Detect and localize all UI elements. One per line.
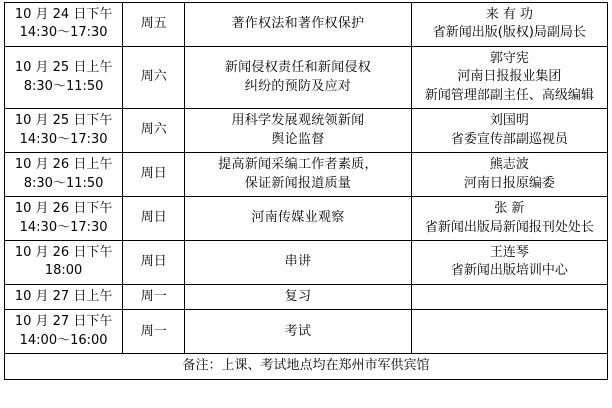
cell-lines — [187, 288, 408, 306]
cell-lines — [187, 156, 408, 193]
cell-lines — [7, 200, 120, 237]
cell-line: 考试 — [284, 323, 312, 339]
cell-line: 10 月 27 日上午 — [14, 288, 113, 304]
cell-day — [123, 197, 185, 241]
cell-line: 10 月 26 日下午 — [14, 244, 113, 260]
cell-lines — [187, 112, 408, 149]
cell-line: 省委宣传部副巡视员 — [450, 131, 568, 147]
cell-topic — [185, 46, 411, 108]
cell-line: 周日 — [140, 254, 167, 270]
cell-line: 18:00 — [44, 263, 83, 279]
cell-lines — [7, 156, 120, 193]
cell-day — [123, 240, 185, 284]
cell-lines — [414, 112, 605, 149]
cell-lines — [125, 209, 182, 227]
footer-row — [5, 354, 608, 379]
cell-line: 河南日报原编委 — [463, 175, 555, 191]
footer-note: 备注：上课、考试地点均在郑州市军供宾馆 — [5, 354, 608, 379]
cell-line: 8:30～11:50 — [23, 175, 104, 191]
cell-person — [411, 3, 607, 47]
cell-date — [5, 46, 123, 108]
cell-lines — [7, 59, 120, 96]
cell-lines — [7, 112, 120, 149]
cell-person — [411, 240, 607, 284]
cell-line: 8:30～11:50 — [23, 78, 104, 94]
table-body — [5, 3, 608, 380]
cell-lines — [125, 288, 182, 306]
cell-line: 14:30～17:30 — [19, 131, 108, 147]
cell-day — [123, 3, 185, 47]
cell-topic — [185, 3, 411, 47]
cell-line: 10 月 27 日下午 — [14, 314, 113, 330]
cell-date — [5, 240, 123, 284]
cell-line: 10 月 25 日上午 — [14, 60, 113, 76]
cell-person — [411, 310, 607, 354]
cell-topic — [185, 240, 411, 284]
cell-line: 省新闻出版局新闻报刊处处长 — [424, 219, 594, 235]
cell-line: 著作权法和著作权保护 — [231, 16, 365, 32]
cell-date — [5, 197, 123, 241]
cell-lines — [414, 200, 605, 237]
cell-day — [123, 284, 185, 309]
cell-line: 周日 — [140, 166, 167, 182]
table-row — [5, 3, 608, 47]
cell-line: 14:00～16:00 — [19, 332, 108, 348]
cell-lines — [125, 165, 182, 183]
cell-line: 10 月 26 日下午 — [14, 201, 113, 217]
cell-lines — [125, 323, 182, 341]
cell-date — [5, 284, 123, 309]
cell-line: 省新闻出版培训中心 — [450, 263, 568, 279]
cell-day — [123, 310, 185, 354]
cell-line: 周六 — [140, 69, 167, 85]
table-row — [5, 153, 608, 197]
table-row — [5, 197, 608, 241]
table-row — [5, 284, 608, 309]
table-row — [5, 109, 608, 153]
cell-date — [5, 310, 123, 354]
cell-line: 保证新闻报道质量 — [244, 175, 352, 191]
cell-lines — [7, 313, 120, 350]
table-row — [5, 310, 608, 354]
cell-line: 舆论监督 — [271, 131, 325, 147]
cell-line: 刘国明 — [489, 113, 529, 129]
cell-line: 河南传媒业观察 — [251, 210, 345, 226]
table-row — [5, 240, 608, 284]
cell-date — [5, 153, 123, 197]
cell-day — [123, 109, 185, 153]
cell-date — [5, 109, 123, 153]
cell-person — [411, 46, 607, 108]
cell-line: 周日 — [140, 210, 167, 226]
cell-line: 新闻管理部副主任、高级编辑 — [424, 87, 594, 103]
table-row — [5, 46, 608, 108]
cell-line: 郭守宪 — [489, 50, 529, 66]
cell-person — [411, 109, 607, 153]
cell-topic — [185, 197, 411, 241]
cell-line: 复习 — [284, 288, 312, 304]
cell-lines — [7, 244, 120, 281]
cell-line: 省新闻出版(版权)局副局长 — [432, 25, 586, 41]
cell-line: 周六 — [140, 122, 167, 138]
cell-day — [123, 46, 185, 108]
cell-lines — [414, 50, 605, 105]
cell-line: 10 月 25 日下午 — [14, 113, 113, 129]
cell-line: 张 新 — [494, 201, 525, 217]
cell-line: 14:30～17:30 — [19, 219, 108, 235]
cell-line: 提高新闻采编工作者素质， — [218, 157, 378, 173]
cell-lines — [187, 209, 408, 227]
cell-lines — [414, 6, 605, 43]
cell-lines — [125, 68, 182, 86]
cell-lines — [414, 244, 605, 281]
cell-person — [411, 153, 607, 197]
cell-topic — [185, 310, 411, 354]
cell-line: 河南日报报业集团 — [457, 69, 562, 85]
cell-topic — [185, 284, 411, 309]
cell-line: 王连琴 — [489, 244, 529, 260]
cell-lines — [125, 253, 182, 271]
cell-line: 用科学发展观统领新闻 — [231, 113, 365, 129]
cell-line: 10 月 26 日上午 — [14, 157, 113, 173]
cell-lines — [187, 15, 408, 33]
cell-lines — [187, 59, 408, 96]
cell-line: 熊志波 — [489, 157, 529, 173]
cell-date — [5, 3, 123, 47]
cell-line: 来 有 功 — [485, 7, 533, 22]
cell-line: 14:30～17:30 — [19, 25, 108, 41]
cell-lines — [125, 121, 182, 139]
cell-lines — [125, 15, 182, 33]
cell-lines — [187, 323, 408, 341]
cell-line: 周一 — [140, 323, 167, 339]
course-schedule-table — [4, 2, 608, 380]
cell-lines — [7, 6, 120, 43]
cell-topic — [185, 153, 411, 197]
cell-line: 周五 — [140, 16, 167, 32]
cell-line: 纠纷的预防及应对 — [244, 78, 352, 94]
cell-person — [411, 284, 607, 309]
cell-line: 周一 — [140, 288, 167, 304]
cell-topic — [185, 109, 411, 153]
cell-line: 串讲 — [284, 254, 312, 270]
cell-day — [123, 153, 185, 197]
cell-lines — [7, 288, 120, 306]
cell-lines — [187, 253, 408, 271]
cell-lines — [414, 156, 605, 193]
cell-line: 10 月 24 日下午 — [14, 7, 113, 22]
cell-line: 新闻侵权责任和新闻侵权 — [224, 60, 372, 76]
cell-person — [411, 197, 607, 241]
